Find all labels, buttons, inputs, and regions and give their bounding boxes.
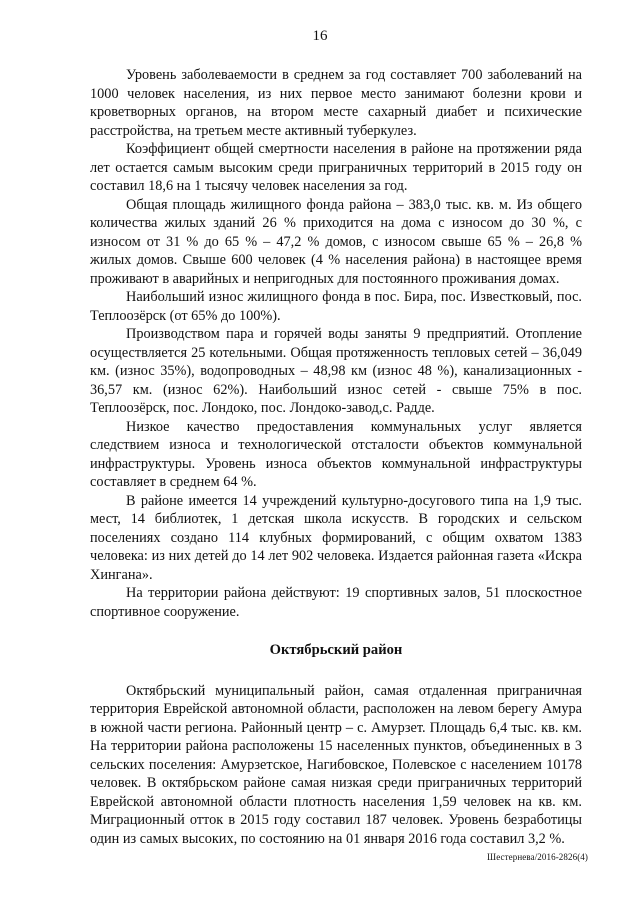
paragraph-heating: Производством пара и горячей воды заняты 9 предприятий. Отопление осуществляется 25 котельными. Общая протяженность тепловых сетей – 36,049 км. (износ 35%), водопроводных – 48,98 км (износ 48 %), канализационных - 36,57 км. (износ 62%). Наибольший износ сетей - свыше 75% в пос. Теплоозёрск, пос. Лондоко, пос. Лондоко-завод,с. Радде. <box>90 326 582 416</box>
paragraph-housing-wear: Наибольший износ жилищного фонда в пос. Бира, пос. Известковый, пос. Теплоозёрск (от 65% до 100%). <box>90 289 582 324</box>
paragraph-mortality: Коэффициент общей смертности населения в районе на протяжении ряда лет остается самым высоким среди приграничных территорий в 2015 году он составил 18,6 на 1 тысячу человек населения за год. <box>90 141 582 194</box>
paragraph-oktyabrsky-district: Октябрьский муниципальный район, самая отдаленная приграничная территория Еврейской автономной области, расположен на левом берегу Амура в южной части региона. Районный центр – с. Амурзет. Площадь 6,4 тыс. кв. км. На территории района расположены 15 населенных пунктов, объединенных в 3 сельских поселения: Амурзетское, Нагибовское, Полевское с населением 10178 человек. В октябрьском районе самая низкая среди приграничных территорий Еврейской автономной области плотность населения 1,59 человек на кв. км. Миграционный отток в 2015 году составил 187 человек. Уровень безработицы один из самых высоких, по состоянию на 01 января 2016 года составил 3,2 %. <box>90 682 582 847</box>
paragraph-culture: В районе имеется 14 учреждений культурно-досугового типа на 1,9 тыс. мест, 14 библиотек, 1 детская школа искусств. В городских и сельском поселениях создано 114 клубных формирований, с общим охватом 1383 человека: из них детей до 14 лет 902 человека. Издается районная газета «Искра Хингана». <box>90 492 582 583</box>
document-body <box>90 66 582 848</box>
paragraph-sports: На территории района действуют: 19 спортивных залов, 51 плоскостное спортивное сооружение. <box>90 585 582 620</box>
paragraph-morbidity: Уровень заболеваемости в среднем за год составляет 700 заболеваний на 1000 человек населения, из них первое место занимают болезни крови и кроветворных органов, на втором месте сахарный диабет и психические расстройства, на третьем месте активный туберкулез. <box>90 67 582 139</box>
section-heading: Октябрьский район <box>269 642 403 658</box>
paragraph-utilities: Низкое качество предоставления коммунальных услуг является следствием износа и технологической отсталости объектов коммунальной инфраструктуры. Уровень износа объектов коммунальной инфраструктуры составляет в среднем 64 %. <box>90 418 582 490</box>
paragraph-housing-stock: Общая площадь жилищного фонда района – 383,0 тыс. кв. м. Из общего количества жилых зданий 26 % приходится на дома с износом до 30 %, с износом от 31 % до 65 % – 47,2 % домов, с износом свыше 65 % – 26,8 % жилых домов. Свыше 600 человек (4 % населения района) в настоящее время проживают в аварийных и непригодных для постоянного проживания домах. <box>90 196 582 287</box>
document-footer-code: Шестернева/2016-2826(4) <box>487 852 588 862</box>
page-number: 16 <box>312 28 328 44</box>
